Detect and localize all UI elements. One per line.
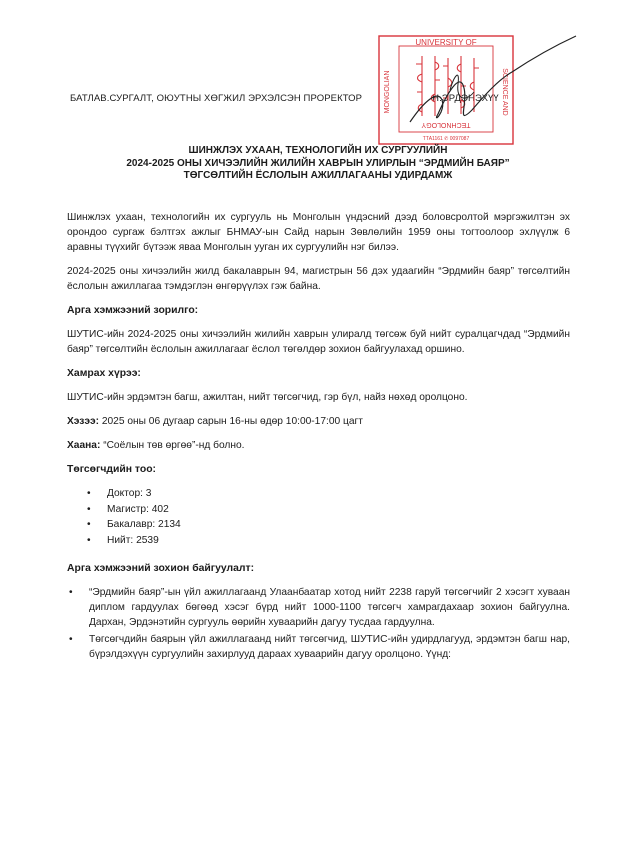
graduates-heading: Төгсөгчдийн тоо: bbox=[67, 464, 157, 475]
stamp-top-text: UNIVERSITY OF bbox=[415, 38, 477, 47]
goal-heading: Арга хэмжээний зорилго: bbox=[67, 305, 199, 316]
title-line-1: ШИНЖЛЭХ УХААН, ТЕХНОЛОГИЙН ИХ СУРГУУЛИЙН bbox=[188, 145, 448, 156]
stamp-left-text: MONGOLIAN bbox=[384, 70, 391, 114]
document-body bbox=[67, 210, 570, 675]
where-text: “Соёлын төв өргөө”-нд болно. bbox=[103, 440, 245, 451]
when-label: Хэзээ: bbox=[67, 416, 99, 427]
where-line bbox=[67, 438, 570, 453]
where-label: Хаана: bbox=[67, 440, 101, 451]
approval-title: БАТЛАВ.СУРГАЛТ, ОЮУТНЫ ХӨГЖИЛ ЭРХЭЛСЭН ПРОРЕКТОР bbox=[70, 93, 363, 104]
when-line bbox=[67, 414, 570, 429]
scope-heading: Хамрах хүрээ: bbox=[67, 368, 141, 379]
signature bbox=[380, 30, 580, 140]
list-item: • Магистр: 402 bbox=[87, 502, 570, 518]
when-text: 2025 оны 06 дугаар сарын 16-ны өдөр 10:00-17:00 цагт bbox=[101, 416, 363, 427]
list-item: • “Эрдмийн баяр”-ын үйл ажиллагаанд Улаанбаатар хотод нийт 2238 гаруй төгсөгчийг 2 хэсэгт хуваан диплом гардуулах бөгөөд хэсэг бүрд нийт 1000-1100 төгсөгч хамрагдахаар зохион байгуулна. Дархан, Эрдэнэтийн сургууль өөрийн хуваарийн дагуу тусдаа гардуулна. bbox=[69, 585, 570, 630]
goal-text: ШУТИС-ийн 2024-2025 оны хичээлийн жилийн хаврын улиралд төгсөж буй нийт суралцагчдад “Эрдмийн баяр” төгсөлтийн ёслолын ажиллагааг ёслол төгөлдөр зохион байгуулахад оршино. bbox=[67, 329, 570, 355]
organization-list bbox=[69, 585, 570, 662]
list-item: • Нийт: 2539 bbox=[87, 533, 570, 549]
organization-heading: Арга хэмжээний зохион байгуулалт: bbox=[67, 563, 255, 574]
graduates-list bbox=[67, 486, 570, 548]
list-item: • Төгсөгчдийн баярын үйл ажиллагаанд нийт төгсөгчид, ШУТИС-ийн удирдлагууд, эрдэмтэн багш нар, бүрэлдэхүүн сургуулийн захирлууд дараах хуваарийн дагуу оролцоно. Үүнд: bbox=[69, 632, 570, 662]
title-line-2: 2024-2025 ОНЫ ХИЧЭЭЛИЙН ЖИЛИЙН ХАВРЫН УЛИРЛЫН “ЭРДМИЙН БАЯР” bbox=[126, 157, 510, 169]
approver-name: Н.ЭРДЭНЭХҮҮ bbox=[432, 93, 499, 104]
intro-paragraph-1: Шинжлэх ухаан, технологийн их сургууль нь Монголын үндэсний дээд боловсролтой мэргэжилтэн эх орондоо сургаж бэлтгэх ажлыг БНМАУ-ын Сайд нарын Зөвлөлийн 1959 оны тогтоолоор эхлүүлж 6 аравны түүхийг бүтээж яваа Монголын ууган их сургуулийн нэг билээ. bbox=[67, 212, 570, 253]
list-item: • Бакалавр: 2134 bbox=[87, 517, 570, 533]
intro-paragraph-2: 2024-2025 оны хичээлийн жилд бакалаврын 94, магистрын 56 дэх удаагийн “Эрдмийн баяр” төгсөлтийн ёслолын ажиллагаа тэмдэглэн өнгөрүүлэх гэж байна. bbox=[67, 266, 570, 292]
list-item: • Доктор: 3 bbox=[87, 486, 570, 502]
stamp-bottom-text: TECHNOLOGY bbox=[421, 121, 471, 128]
scope-text: ШУТИС-ийн эрдэмтэн багш, ажилтан, нийт төгсөгчид, гэр бүл, найз нөхөд оролцоно. bbox=[67, 392, 468, 403]
title-line-3: ТӨГСӨЛТИЙН ЁСЛОЛЫН АЖИЛЛАГААНЫ УДИРДАМЖ bbox=[183, 170, 453, 181]
document-title bbox=[60, 145, 576, 183]
stamp-number: ТТА1161 ✆ 0097087 bbox=[422, 136, 470, 142]
stamp-right-text: SCIENCE AND bbox=[501, 68, 508, 116]
